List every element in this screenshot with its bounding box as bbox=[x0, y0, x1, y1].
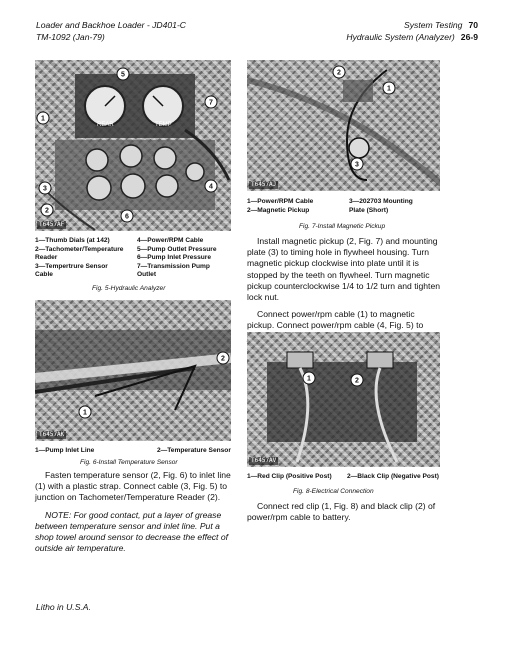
footer-litho: Litho in U.S.A. bbox=[36, 602, 91, 612]
fig6-legend bbox=[35, 447, 235, 457]
fig7-legend-1: 1—Power/RPM Cable bbox=[247, 198, 314, 205]
manual-number: TM-1092 (Jan-79) bbox=[36, 32, 105, 42]
fig5-photo bbox=[35, 60, 231, 231]
fig5-legend-5: 5—Pump Outlet Pressure bbox=[137, 245, 217, 253]
fig7-caption: Fig. 7-Install Magnetic Pickup bbox=[299, 223, 386, 230]
left-column-text bbox=[35, 470, 235, 560]
fig5-callout-2: 2 bbox=[45, 207, 49, 215]
fig8-photo bbox=[247, 332, 440, 467]
fig8-battery-illustration bbox=[247, 332, 440, 467]
fig5-photo-tag: T6457AF bbox=[39, 221, 65, 228]
right-paragraph-3: Connect red clip (1, Fig. 8) and black clip (2) of power/rpm cable to battery. bbox=[247, 501, 436, 523]
running-header-left bbox=[36, 19, 186, 43]
fig5-legend-6: 6—Pump Inlet Pressure bbox=[137, 254, 212, 262]
fig7-photo bbox=[247, 60, 440, 191]
fig5-callout-6: 6 bbox=[125, 213, 129, 221]
section-number: 26-9 bbox=[460, 32, 478, 42]
fig5-caption: Fig. 5-Hydraulic Analyzer bbox=[92, 285, 166, 292]
fig6-sensor-illustration bbox=[35, 300, 231, 441]
fig5-callout-3: 3 bbox=[43, 185, 47, 193]
fig5-legend bbox=[35, 237, 235, 285]
fig7-pickup-illustration bbox=[247, 60, 440, 191]
fig7-callout-2: 2 bbox=[337, 69, 341, 77]
fig5-callout-5: 5 bbox=[121, 71, 125, 79]
fig6-photo bbox=[35, 300, 231, 441]
fig7-legend bbox=[247, 198, 447, 218]
fig8-callout-1: 1 bbox=[307, 375, 311, 383]
fig6-caption: Fig. 6-Install Temperature Sensor bbox=[80, 459, 178, 466]
right-paragraph-1: Install magnetic pickup (2, Fig. 7) and mounting plate (3) to timing hole in flywheel housing. Turn magnetic pickup clockwise into plate until it is stopped by the teeth on flywheel. Turn magnetic pickup counterclockwise 1/4 to 1/2 turn and tighten lock nut. bbox=[247, 236, 440, 303]
fig6-callout-1: 1 bbox=[83, 409, 87, 417]
fig5-callout-7: 7 bbox=[209, 99, 213, 107]
subsection-title: Hydraulic System (Analyzer) bbox=[346, 32, 455, 42]
note-paragraph: NOTE: For good contact, put a layer of grease between temperature sensor and inlet line. Put a shop towel around sensor to decrease the effect of outside air temperature. bbox=[35, 509, 229, 554]
fig7-callout-3: 3 bbox=[355, 161, 359, 169]
fig5-legend-7: 7—Transmission Pump Outlet bbox=[137, 262, 210, 279]
fig8-legend bbox=[247, 473, 447, 483]
fig5-analyzer-illustration bbox=[35, 60, 231, 231]
fig8-photo-tag: T6457AV bbox=[251, 457, 277, 464]
fig8-legend-2: 2—Black Clip (Negative Post) bbox=[347, 473, 439, 480]
fig7-photo-tag: T6457AJ bbox=[251, 181, 277, 188]
fig5-callout-1: 1 bbox=[41, 115, 45, 123]
section-title: System Testing bbox=[404, 20, 463, 30]
fig5-legend-1: 1—Thumb Dials (at 142) bbox=[35, 237, 110, 244]
running-header-right bbox=[346, 19, 478, 43]
fig8-callout-2: 2 bbox=[355, 377, 359, 385]
page-number: 70 bbox=[468, 20, 478, 30]
fig5-legend-3: 3—Tempertrure Sensor Cable bbox=[35, 262, 108, 279]
fig8-legend-1: 1—Red Clip (Positive Post) bbox=[247, 473, 332, 480]
fig6-legend-2: 2—Temperature Sensor bbox=[157, 447, 231, 454]
fig5-legend-4: 4—Power/RPM Cable bbox=[137, 237, 204, 244]
fig8-caption: Fig. 8-Electrical Connection bbox=[293, 488, 374, 495]
fig6-photo-tag: T6457AK bbox=[39, 431, 65, 438]
gauge-label-temp: TEMP bbox=[155, 122, 172, 128]
fig5-callout-4: 4 bbox=[209, 183, 213, 191]
left-paragraph-1: Fasten temperature sensor (2, Fig. 6) to inlet line (1) with a plastic strap. Connect cable (3, Fig. 5) to junction on Tachometer/Temperature Reader (2). bbox=[35, 470, 231, 503]
right-column-text-bottom bbox=[247, 501, 444, 529]
fig7-legend-2: 2—Magnetic Pickup bbox=[247, 206, 310, 214]
fig6-callout-2: 2 bbox=[221, 355, 225, 363]
gauge-label-rear: REAR bbox=[97, 122, 114, 128]
fig5-legend-2: 2—Tachometer/Temperature Reader bbox=[35, 245, 124, 262]
right-paragraph-2: Connect power/rpm cable (1) to magnetic pickup. Connect power/rpm cable (4, Fig. 5) to bbox=[247, 309, 424, 331]
fig6-legend-1: 1—Pump Inlet Line bbox=[35, 447, 95, 454]
fig7-legend-3: 3—202703 Mounting Plate (Short) bbox=[349, 198, 413, 214]
manual-title: Loader and Backhoe Loader - JD401-C bbox=[36, 20, 187, 30]
fig7-callout-1: 1 bbox=[387, 85, 391, 93]
